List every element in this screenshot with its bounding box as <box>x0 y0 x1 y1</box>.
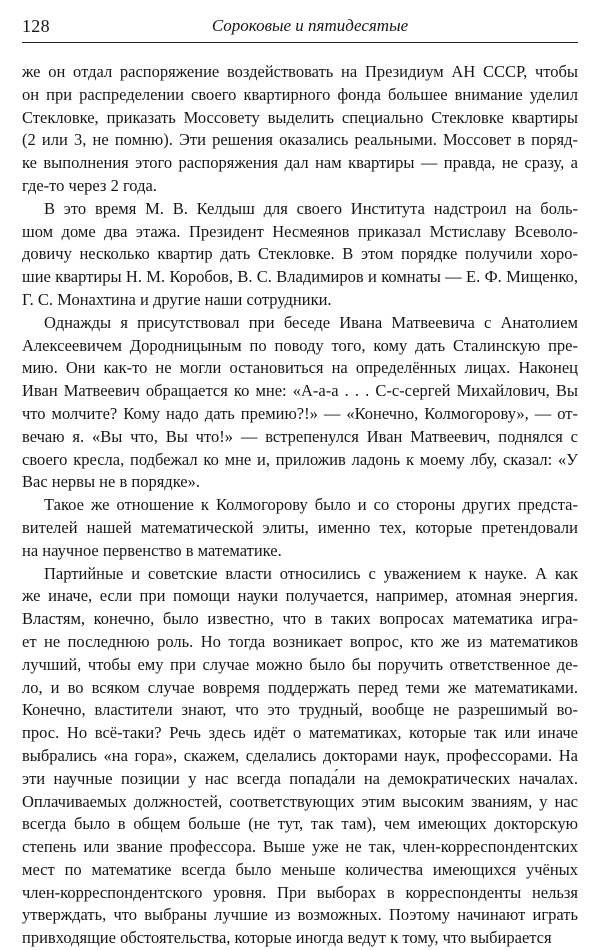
text-line: же иначе, если при помощи науки получается, например, атомная энергия. <box>22 586 578 606</box>
text-line: всегда было в общем больше (не тут, так там), чем имеющих докторскую <box>22 814 578 834</box>
page-header <box>22 14 578 42</box>
text-line: Стекловке, приказать Моссовету выделить специально Стекловке квартиры <box>22 107 578 127</box>
text-line: же он отдал распоряжение воздействовать на Президиум АН СССР, чтобы <box>22 62 578 81</box>
text-line: Партийные и советские власти относились с уважением к науке. А как <box>44 563 578 583</box>
text-line: Иван Матвеевич обращается ко мне: «А-а-а . . . С-с-сергей Михайлович, Вы <box>22 381 578 401</box>
text-line: Оплачиваемых должностей, соответствующих этим высоким званиям, у нас <box>22 791 578 811</box>
text-line: где-то через 2 года. <box>22 175 157 195</box>
text-line: утверждать, что выбраны лучшие из возможных. Поэтому начинают играть <box>22 905 578 925</box>
paragraph <box>22 494 578 562</box>
page-number: 128 <box>22 16 50 36</box>
text-line: (2 или 3, не помню). Эти решения оказались реальными. Моссовет в поряд- <box>22 130 578 150</box>
text-line: Г. С. Монахтина и другие наши сотрудники. <box>22 289 332 309</box>
text-line: ет не последнюю роль. Но тогда возникает вопрос, кто же из математиков <box>22 631 578 651</box>
text-line: вечаю я. «Вы что, Вы что!» — встрепенулся Иван Матвеевич, поднялся с <box>22 426 578 446</box>
running-head: Сороковые и пятидесятые <box>211 16 409 35</box>
text-line: мест по математике всегда было меньше количества имеющихся учёных <box>22 859 578 879</box>
paragraph <box>22 563 578 950</box>
text-line: прос. Но всё-таки? Речь здесь идёт о математиках, которые так или иначе <box>22 723 578 743</box>
text-line: В это время М. В. Келдыш для своего Института надстроил на боль- <box>44 198 578 218</box>
text-line: привходящие обстоятельства, которые иногда ведут к тому, что выбирается <box>22 928 552 948</box>
text-line: Алексеевичем Дородницыным по поводу того, кому дать Сталинскую пре- <box>22 335 578 355</box>
text-line: шом доме два этажа. Президент Несмеянов приказал Мстиславу Всеволо- <box>22 221 578 241</box>
text-line: лучший, чтобы ему при случае можно было бы поручить ответственное де- <box>22 654 578 674</box>
paragraph <box>22 198 578 312</box>
paragraph <box>22 312 578 494</box>
text-line: Вас нервы не в порядке». <box>22 472 200 492</box>
text-line: ло, и во всяком случае вовремя поддержать перед теми же математиками. <box>22 677 578 697</box>
text-line: довичу несколько квартир дать Стекловке. В этом порядке получили хоро- <box>22 244 578 264</box>
text-line: Такое же отношение к Колмогорову было и со стороны других предста- <box>44 495 578 515</box>
text-line: шие квартиры Н. М. Коробов, В. С. Владимиров и комнаты — Е. Ф. Мищенко, <box>22 267 578 287</box>
text-line: выбрались «на гора», скажем, сделались докторами наук, профессорами. На <box>22 745 578 765</box>
text-line: вителей нашей математической элиты, именно тех, которые претендовали <box>22 517 578 537</box>
text-line: член-корреспондентского уровня. При выборах в корреспонденты нельзя <box>22 882 578 902</box>
text-line: Конечно, властители знают, что это трудный, вообще не разрешимый во- <box>22 700 578 720</box>
text-line: он при распределении своего квартирного фонда большее внимание уделил <box>22 84 578 104</box>
text-line: что молчите? Кому надо дать премию?!» — «Конечно, Колмогорову», — от- <box>22 403 578 423</box>
paragraph <box>22 61 578 198</box>
text-line: ке выполнения этого распоряжения дал нам квартиры — правда, не сразу, а <box>22 153 578 173</box>
text-line: своего кресла, подбежал ко мне и, приложив ладонь к моему лбу, сказал: «У <box>22 449 578 469</box>
text-line: эти научные позиции у нас всегда попада́ли на демократических началах. <box>22 768 578 788</box>
body-text <box>22 61 578 950</box>
text-line: Властям, конечно, было известно, что в таких вопросах математика игра- <box>22 609 578 629</box>
text-line: на научное первенство в математике. <box>22 540 282 560</box>
text-line: степень или звание профессора. Выше уже не так, член-корреспондентских <box>22 837 578 857</box>
text-line: Однажды я присутствовал при беседе Ивана Матвеевича с Анатолием <box>44 312 578 332</box>
header-rule <box>22 42 578 43</box>
text-line: мию. Они как-то не могли остановиться на определённых лицах. Наконец <box>22 358 578 378</box>
